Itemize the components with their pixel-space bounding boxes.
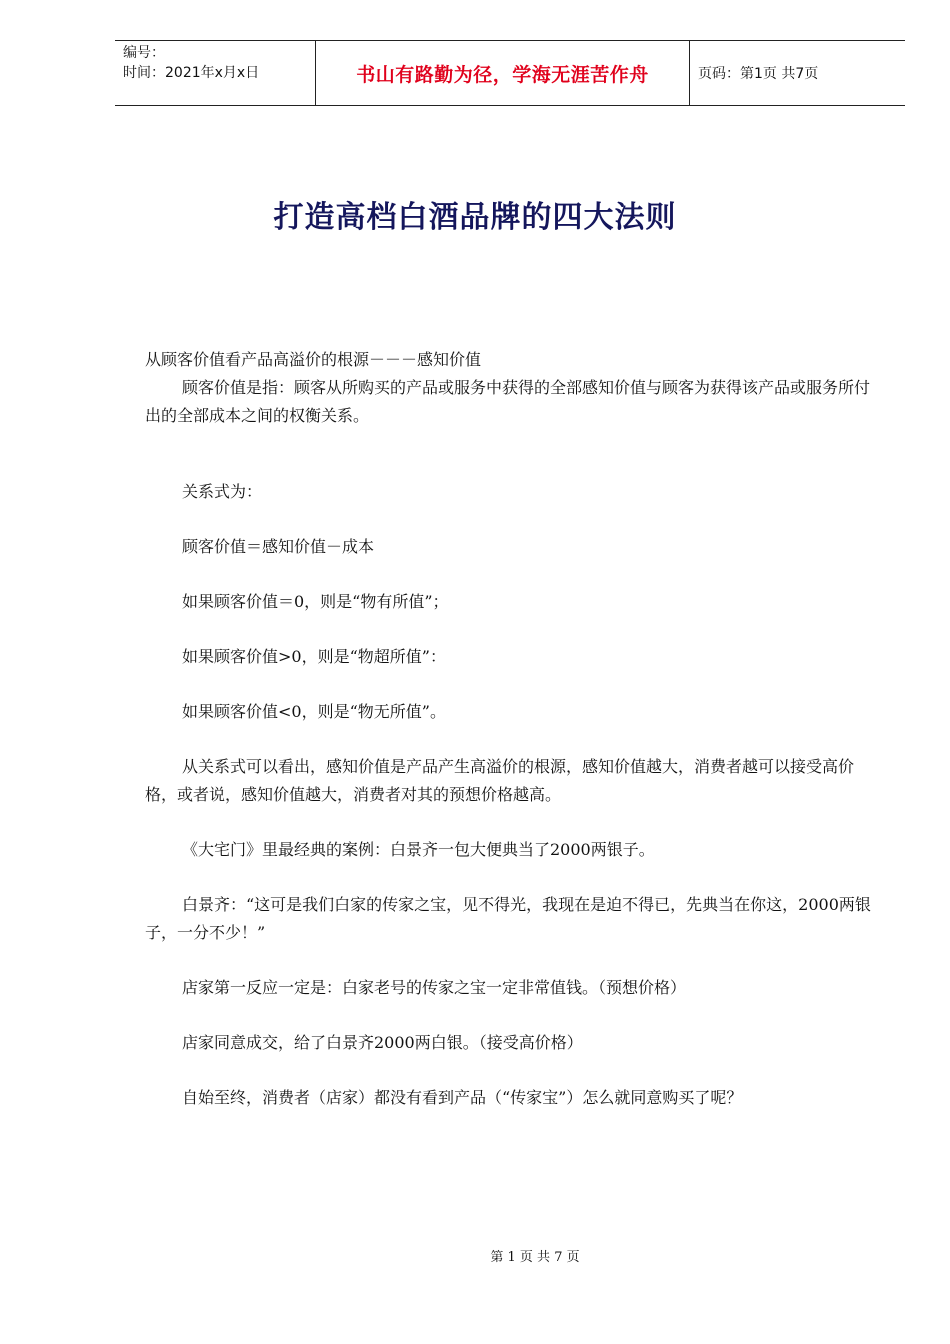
time-label: 时间：2021年x月x日 <box>123 65 260 81</box>
number-label: 编号： <box>123 45 165 61</box>
paragraph-heading: 从顾客价值看产品高溢价的根源－－－感知价值 <box>145 350 482 369</box>
paragraph: 店家同意成交，给了白景齐2000两白银。（接受高价格） <box>182 1033 583 1052</box>
paragraph: 《大宅门》里最经典的案例：白景齐一包大便典当了2000两银子。 <box>182 840 655 859</box>
header-table <box>115 40 905 106</box>
paragraph: 从关系式可以看出，感知价值是产品产生高溢价的根源，感知价值越大，消费者越可以接受高价格，或者说，感知价值越大，消费者对其的预想价格越高。 <box>145 757 855 804</box>
paragraph: 白景齐：“这可是我们白家的传家之宝，见不得光，我现在是迫不得已，先典当在你这，2000两银子，一分不少！” <box>145 895 871 942</box>
document-body <box>145 346 875 1112</box>
paragraph: 如果顾客价值>0，则是“物超所值”： <box>182 647 446 666</box>
header-page-info: 页码：第1页 共7页 <box>698 66 819 82</box>
document-title: 打造高档白酒品牌的四大法则 <box>273 200 677 235</box>
paragraph: 店家第一反应一定是：白家老号的传家之宝一定非常值钱。（预想价格） <box>182 978 687 997</box>
paragraph: 关系式为： <box>182 482 263 501</box>
header-meta-cell <box>115 41 316 105</box>
paragraph: 顾客价值是指：顾客从所购买的产品或服务中获得的全部感知价值与顾客为获得该产品或服务所付出的全部成本之间的权衡关系。 <box>145 378 871 425</box>
paragraph: 自始至终，消费者（店家）都没有看到产品（“传家宝”）怎么就同意购买了呢？ <box>182 1088 743 1107</box>
paragraph: 顾客价值＝感知价值－成本 <box>182 537 375 556</box>
page-footer: 第 1 页 共 7 页 <box>490 1250 580 1265</box>
paragraph: 如果顾客价值＝0，则是“物有所值”； <box>182 592 449 611</box>
header-motto: 书山有路勤为径，学海无涯苦作舟 <box>316 41 690 105</box>
paragraph: 如果顾客价值<0，则是“物无所值”。 <box>182 702 446 721</box>
